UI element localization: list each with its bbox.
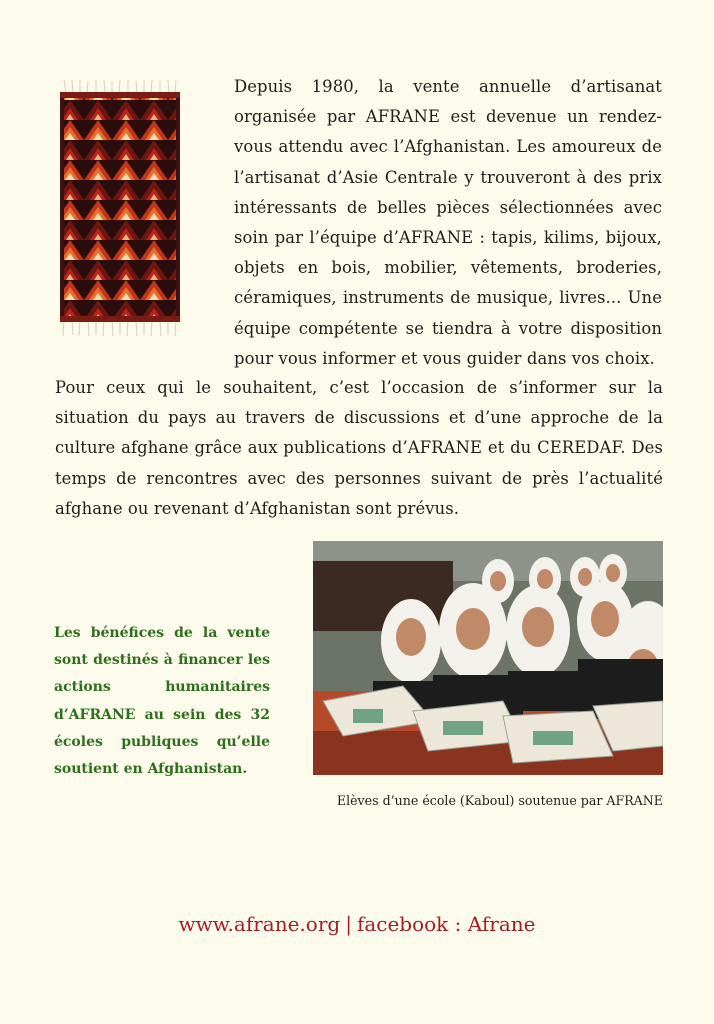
information-paragraph: Pour ceux qui le souhaitent, c’est l’occasion de s’informer sur la situation du pays au travers de discussions et d’une approche de la culture afghane grâce aux publications d’AFRANE et du CEREDAF. Des temps de rencontres avec des personnes suivant de près l’actualité afghane ou revenant d’Afghanistan sont prévus. [55,378,663,518]
facebook-link[interactable]: facebook : Afrane [356,912,536,936]
website-link[interactable]: www.afrane.org [178,912,341,936]
benefits-callout: Les bénéfices de la vente sont destinés à financer les actions humanitaires d’AFRANE au sein des 32 écoles publiques qu’elle soutient en Afghanistan. [54,625,270,778]
footer-separator: | [345,912,352,936]
classroom-photo [313,541,663,775]
photo-caption: Elèves d’une école (Kaboul) soutenue par AFRANE [336,793,663,808]
intro-paragraph: Depuis 1980, la vente annuelle d’artisanat organisée par AFRANE est devenue un rendez-vous attendu avec l’Afghanistan. Les amoureux de l’artisanat d’Asie Centrale y trouveront à des prix intéressants de belles pièces sélectionnées avec soin par l’équipe d’AFRANE : tapis, kilims, bijoux, objets en bois, mobilier, vêtements, broderies, céramiques, instruments de musique, livres... Une équipe compétente se tiendra à votre disposition pour vous informer et vous guider dans vos choix. [234,77,662,368]
footer-contact [0,912,714,936]
kilim-rug-image [56,80,184,336]
